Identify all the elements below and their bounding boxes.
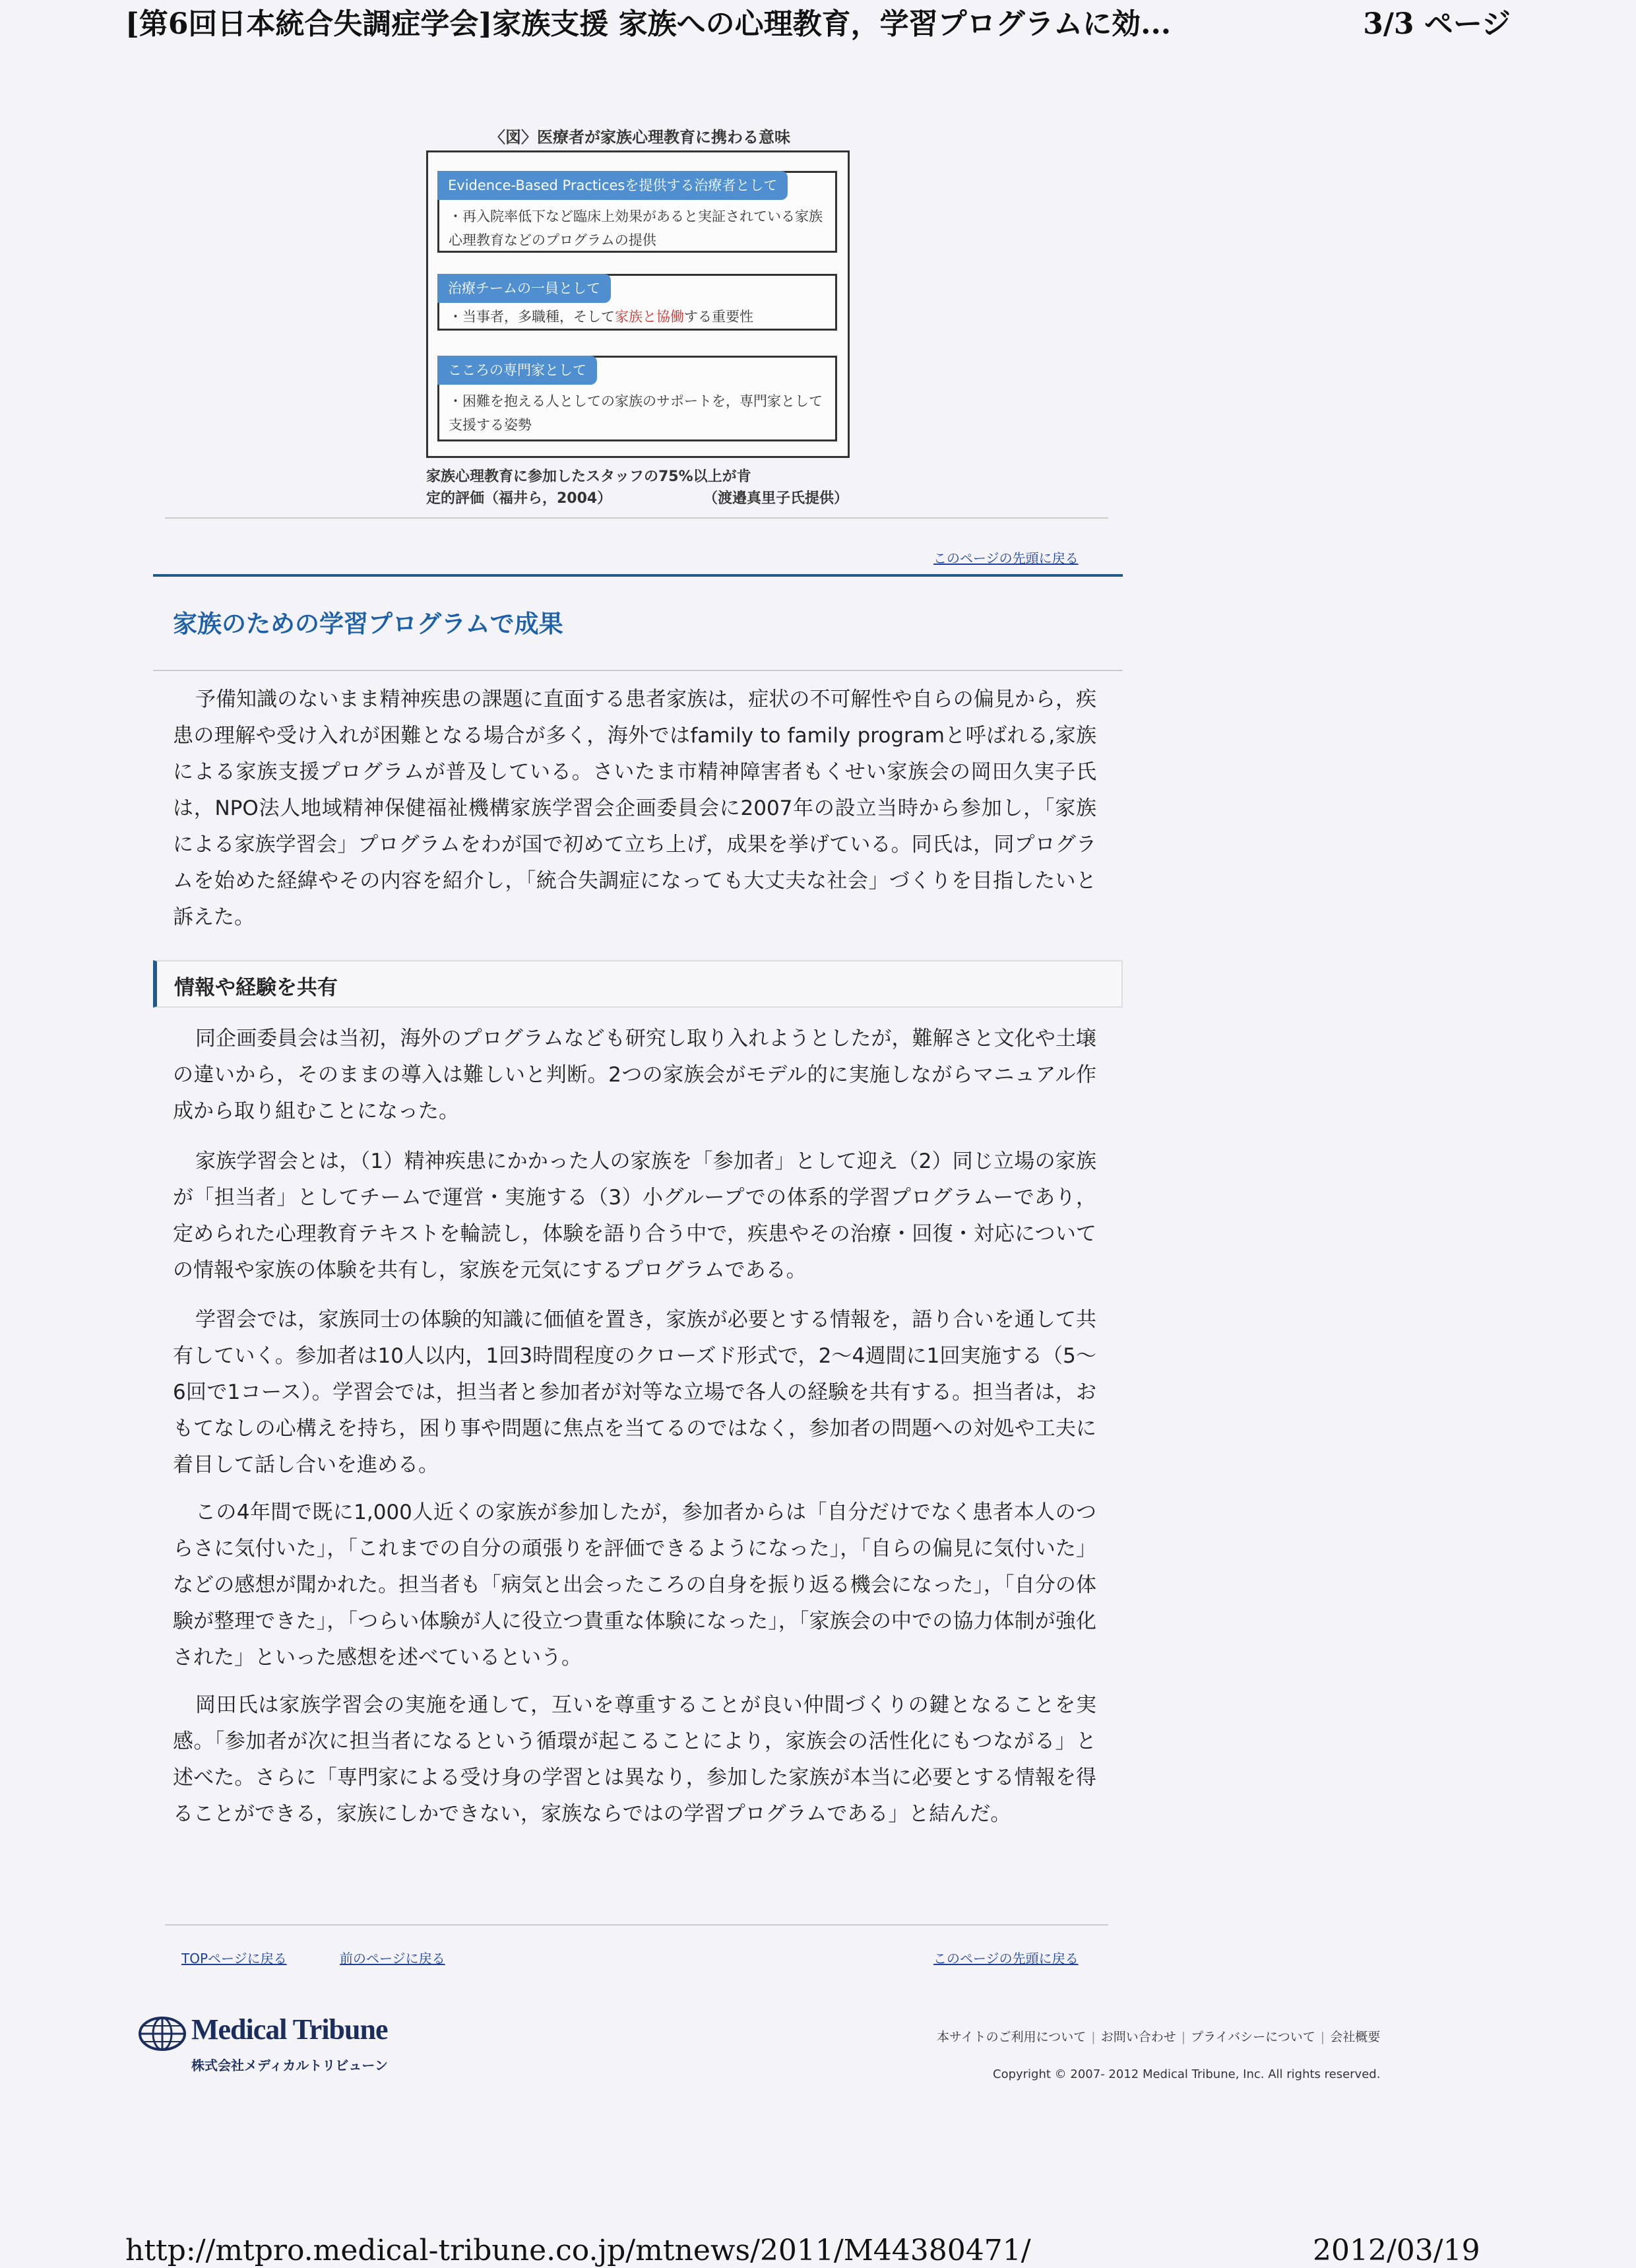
divider (165, 517, 1108, 519)
separator: | (1181, 2030, 1186, 2044)
figure-box-team (437, 274, 837, 331)
figure-box-text (449, 305, 826, 329)
page-top-link[interactable]: このページの先頭に戻る (933, 550, 1079, 566)
figure-note-line1: 家族心理教育に参加したスタッフの75%以上が肯 (426, 469, 751, 485)
paragraph: 家族学習会とは，（1）精神疾患にかかった人の家族を「参加者」として迎え（2）同じ立場の家族が「担当者」としてチームで運営・実施する（3）小グループでの体系的学習プログラムーであり，定められた心理教育テキストを輪読し，体験を語り合う中で，疾患やその治療・回復・対応についての情報や家族の体験を共有し，家族を元気にするプログラムである。 (173, 1150, 1096, 1282)
print-page-number: 3/3 ページ (1363, 7, 1511, 41)
footer-links (937, 2027, 1380, 2045)
separator: | (1091, 2030, 1096, 2044)
globe-icon (137, 2015, 187, 2052)
figure-tag: 治療チームの一員として (437, 274, 611, 303)
figure-text-after: する重要性 (684, 309, 753, 325)
medical-tribune-logo[interactable] (137, 2013, 401, 2079)
print-url: http://mtpro.medical-tribune.co.jp/mtnews/2011/M44380471/ (125, 2234, 1031, 2267)
figure-text-highlight: 家族と協働 (615, 309, 684, 325)
figure-frame (426, 150, 850, 458)
print-header (125, 0, 1511, 40)
paragraph: 学習会では，家族同士の体験的知識に価値を置き，家族が必要とする情報を，語り合いを通して共有していく。参加者は10人以内，1回3時間程度のクローズド形式で，2〜4週間に1回実施する（5〜6回で1コース）。学習会では，担当者と参加者が対等な立場で各人の経験を共有する。担当者は，おもてなしの心構えを持ち，困り事や問題に焦点を当てるのではなく，参加者の問題への対処や工夫に着目して話し合いを進める。 (173, 1308, 1097, 1477)
intro-paragraph: 予備知識のないまま精神疾患の課題に直面する患者家族は，症状の不可解性や自らの偏見から，疾患の理解や受け入れが困難となる場合が多く，海外ではfamily to family programと呼ばれる,家族による家族支援プログラムが普及している。さいたま市精神障害者もくせい家族会の岡田久実子氏は，NPO法人地域精神保健福祉機構家族学習会企画委員会に2007年の設立当時から参加し，「家族による家族学習会」プログラムをわが国で初めて立ち上げ，成果を挙げている。同氏は，同プログラムを始めた経緯やその内容を紹介し，「統合失調症になっても大丈夫な社会」づくりを目指したいと訴えた。 (173, 688, 1097, 929)
figure-box-specialist (437, 356, 837, 441)
figure-box-text: ・困難を抱える人としての家族のサポートを，専門家として支援する姿勢 (449, 393, 823, 433)
prev-page-link[interactable]: 前のページに戻る (340, 1951, 445, 1966)
subheading (153, 960, 1123, 1008)
paragraph: この4年間で既に1,000人近くの家族が参加したが，参加者からは「自分だけでなく患者本人のつらさに気付いた」，「これまでの自分の頑張りを評価できるようになった」，「自らの偏見に気付いた」などの感想が聞かれた。担当者も「病気と出会ったころの自身を振り返る機会になった」，「自分の体験が整理できた」，「つらい体験が人に役立つ貴重な体験になった」，「家族会の中での協力体制が強化された」といった感想を述べているという。 (173, 1501, 1096, 1669)
figure-note (426, 466, 862, 509)
logo-name: Medical Tribune (191, 2013, 388, 2046)
subheading-text: 情報や経験を共有 (174, 976, 338, 1000)
paragraph: 岡田氏は家族学習会の実施を通して，互いを尊重することが良い仲間づくりの鍵となることを実感。「参加者が次に担当者になるという循環が起こることにより，家族会の活性化にもつながる」と述べた。さらに「専門家による受け身の学習とは異なり，参加した家族が本当に必要とする情報を得ることができる，家族にしかできない，家族ならではの学習プログラムである」と結んだ。 (173, 1693, 1096, 1826)
section-rule (153, 574, 1123, 577)
divider (153, 670, 1123, 671)
figure-note-line2: 定的評価（福井ら，2004） (426, 490, 612, 507)
separator: | (1320, 2030, 1325, 2044)
figure-tag: こころの専門家として (437, 356, 597, 385)
logo-subtitle: 株式会社メディカルトリビューン (191, 2057, 388, 2073)
page-top-link[interactable]: このページの先頭に戻る (933, 1951, 1079, 1966)
footer-link-contact[interactable]: お問い合わせ (1100, 2030, 1176, 2044)
footer-link-privacy[interactable]: プライバシーについて (1191, 2030, 1315, 2044)
print-date: 2012/03/19 (1313, 2234, 1480, 2267)
figure-caption: 〈図〉医療者が家族心理教育に携わる意味 (489, 128, 790, 146)
figure-box-text: ・再入院率低下など臨床上効果があると実証されている家族心理教育などのプログラムの提供 (449, 209, 823, 248)
figure-text-before: ・当事者，多職種，そして (449, 309, 615, 325)
section-title: 家族のための学習プログラムで成果 (173, 610, 563, 638)
footer-link-company[interactable]: 会社概要 (1330, 2030, 1381, 2044)
figure-box-evidence (437, 171, 837, 253)
divider (165, 1924, 1108, 1926)
figure-credit: （渡邉真里子氏提供） (703, 490, 848, 507)
figure-tag: Evidence-Based Practicesを提供する治療者として (437, 171, 788, 200)
footer-link-terms[interactable]: 本サイトのご利用について (937, 2030, 1086, 2044)
paragraph: 同企画委員会は当初，海外のプログラムなども研究し取り入れようとしたが，難解さと文化や土壌の違いから，そのままの導入は難しいと判断。2つの家族会がモデル的に実施しながらマニュアル作成から取り組むことになった。 (173, 1027, 1096, 1123)
print-header-title: [第6回日本統合失調症学会]家族支援 家族への心理教育，学習プログラムに効... (125, 7, 1172, 41)
copyright: Copyright © 2007- 2012 Medical Tribune, Inc. All rights reserved. (993, 2067, 1381, 2081)
top-page-link[interactable]: TOPページに戻る (181, 1951, 287, 1966)
